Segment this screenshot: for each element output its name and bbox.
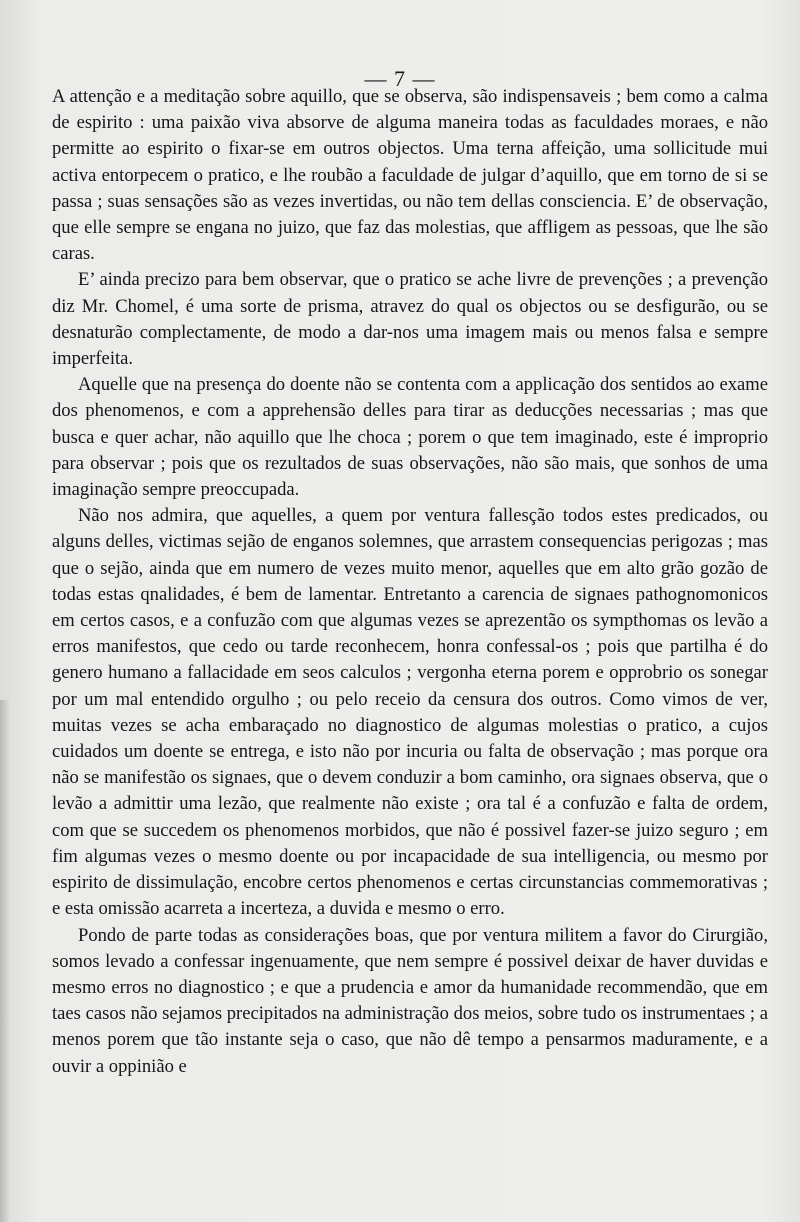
- paragraph-5: Pondo de parte todas as considerações boas, que por ventura militem a favor do Cirurgião, somos levado a confessar ingenuamente, que nem sempre é possivel deixar de haver duvidas e mesmo erros no diagnostico ; e que a prudencia e amor da humanidade recommendão, que em taes casos não sejamos precipitados na administração dos meios, sobre tudo os instrumentaes ; a menos porem que tão instante seja o caso, que não dê tempo a pensarmos maduramente, e a ouvir a oppinião e: [52, 924, 768, 1077]
- page-number: — 7 —: [364, 66, 436, 91]
- body-text: [52, 84, 768, 1080]
- page-edge-shadow: [0, 700, 10, 1222]
- paragraph-2: E’ ainda precizo para bem observar, que o pratico se ache livre de prevenções ; a prevenção diz Mr. Chomel, é uma sorte de prisma, atravez do qual os objectos ou se desfigurão, ou se desnaturão complectamente, de modo a dar-nos uma imagem mais ou menos falsa e sempre imperfeita.: [52, 269, 768, 370]
- paragraph-4: Não nos admira, que aquelles, a quem por ventura fallesção todos estes predicados, ou alguns delles, victimas sejão de enganos solemnes, que arrastem consequencias perigozas ; mas que o sejão, ainda que em numero de vezes muito menor, aquelles que em alto grão gozão de todas estas qnalidades, é bem de lamentar. Entretanto a carencia de signaes pathognomonicos em certos casos, e a confuzão com que algumas vezes se aprezentão os sympthomas os levão a erros manifestos, que cedo ou tarde reconhecem, honra confessal-os ; pois que partilha é do genero humano a fallacidade em seos calculos ; vergonha eterna porem e opprobrio os sonegar por um mal entendido orgulho ; ou pelo receio da censura dos outros. Como vimos de ver, muitas vezes se acha embaraçado no diagnostico de algumas molestias o pratico, a cujos cuidados um doente se entrega, e isto não por incuria ou falta de observação ; mas porque ora não se manifestão os signaes, que o devem conduzir a bom caminho, ora signaes observa, que o levão a admittir uma lezão, que realmente não existe ; ora tal é a confuzão e falta de ordem, com que se succedem os phenomenos morbidos, que não é possivel fazer-se juizo seguro ; em fim algumas vezes o mesmo doente ou por incapacidade de sua intelligencia, ou mesmo por espirito de dissimulação, encobre certos phenomenos e certas circunstancias commemorativas ; e esta omissão acarreta a incerteza, a duvida e mesmo o erro.: [52, 505, 768, 920]
- paragraph-1: A attenção e a meditação sobre aquillo, que se observa, são indispensaveis ; bem como a calma de espirito : uma paixão viva absorve de alguma maneira todas as faculdades moraes, e não permitte ao espirito o fixar-se em outros objectos. Uma terna affeição, uma sollicitude mui activa entorpecem o pratico, e lhe roubão a faculdade de julgar d’aquillo, que em torno de si se passa ; suas sensações são as vezes invertidas, ou não tem dellas consciencia. E’ de observação, que elle sempre se engana no juizo, que faz das molestias, que affligem as pessoas, que lhe são caras.: [52, 86, 768, 265]
- paragraph-3: Aquelle que na presença do doente não se contenta com a applicação dos sentidos ao exame dos phenomenos, e com a apprehensão delles para tirar as deducções necessarias ; mas que busca e quer achar, não aquillo que lhe choca ; porem o que tem imaginado, este é improprio para observar ; pois que os rezultados de suas observações, não são mais, que sonhos de uma imaginação sempre preoccupada.: [52, 374, 768, 501]
